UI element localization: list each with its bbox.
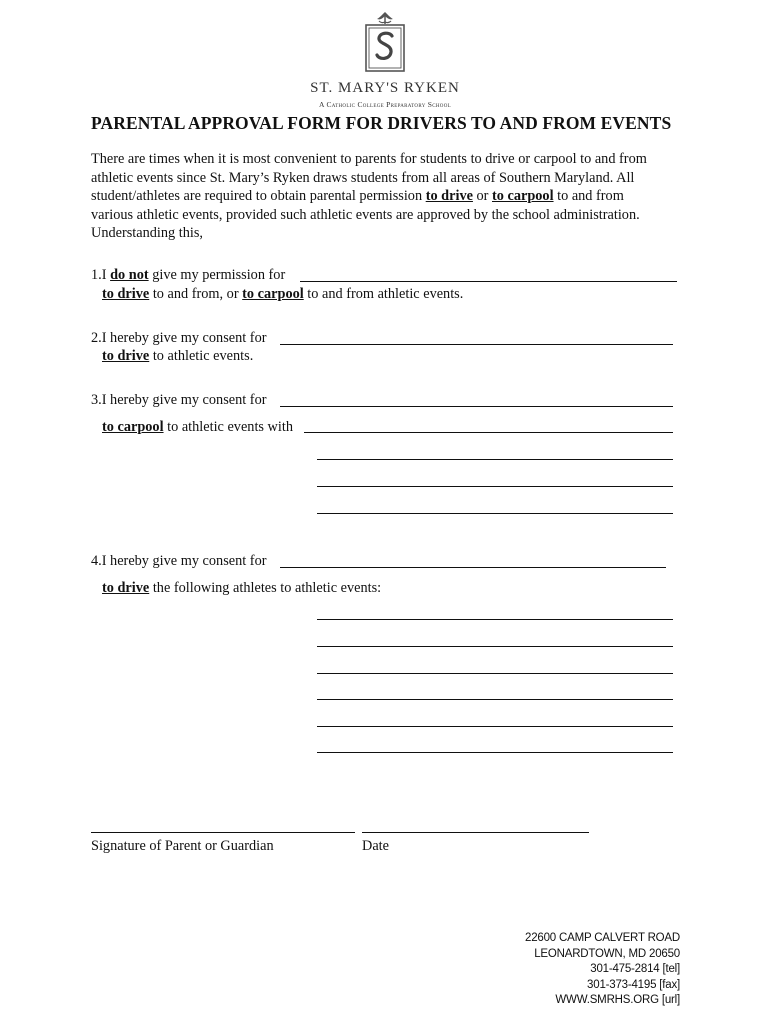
item-2-name-field[interactable] [280, 344, 673, 345]
to-carpool-emphasis: to carpool [492, 188, 554, 204]
athlete-name-field[interactable] [317, 726, 673, 727]
carpool-with-field[interactable] [304, 432, 673, 433]
intro-line: student/athletes are required to obtain parental permission to drive or to carpool to and from [91, 188, 624, 204]
carpool-with-field[interactable] [317, 486, 673, 487]
school-address [525, 931, 680, 1009]
intro-line: Understanding this, [91, 225, 203, 241]
intro-line: There are times when it is most convenient to parents for students to drive or carpool to and from [91, 151, 647, 167]
signature-label: Signature of Parent or Guardian [91, 838, 274, 854]
crest-icon [361, 10, 409, 76]
intro-paragraph [91, 150, 691, 243]
item-1-name-field[interactable] [300, 281, 677, 282]
form-title: PARENTAL APPROVAL FORM FOR DRIVERS TO AND FROM EVENTS [91, 113, 672, 133]
item-4-line-1: 4.I hereby give my consent for [91, 553, 267, 569]
to-drive-emphasis: to drive [425, 188, 473, 204]
athlete-name-field[interactable] [317, 673, 673, 674]
date-field[interactable] [362, 832, 589, 833]
item-4-name-field[interactable] [280, 567, 666, 568]
address-url: WWW.SMRHS.ORG [url] [555, 994, 680, 1006]
athlete-name-field[interactable] [317, 752, 673, 753]
intro-line: various athletic events, provided such athletic events are approved by the school administration. [91, 206, 640, 223]
address-fax: 301-373-4195 [fax] [587, 978, 680, 991]
athlete-name-field[interactable] [317, 646, 673, 647]
intro-line: athletic events since St. Mary’s Ryken draws students from all areas of Southern Maryland. All [91, 169, 635, 186]
item-4-line-2: to drive the following athletes to athletic events: [102, 580, 382, 596]
item-2-line-2: to drive to athletic events. [102, 348, 254, 364]
item-3-line-2: to carpool to athletic events with [102, 419, 293, 435]
athlete-name-field[interactable] [317, 699, 673, 700]
address-tel: 301-475-2814 [tel] [590, 963, 680, 975]
item-3-name-field[interactable] [280, 406, 673, 407]
item-2-line-1: 2.I hereby give my consent for [91, 330, 267, 346]
athlete-name-field[interactable] [317, 619, 673, 620]
date-label: Date [362, 838, 389, 854]
signature-field[interactable] [91, 832, 355, 833]
address-city: LEONARDTOWN, MD 20650 [534, 947, 680, 960]
address-street: 22600 CAMP CALVERT ROAD [525, 932, 680, 944]
school-name: ST. MARY'S RYKEN [310, 80, 460, 96]
item-1-line-1: 1.I do not give my permission for [91, 267, 286, 283]
carpool-with-field[interactable] [317, 513, 673, 514]
item-1-line-2: to drive to and from, or to carpool to and from athletic events. [102, 286, 464, 302]
item-3-line-1: 3.I hereby give my consent for [91, 392, 267, 408]
school-tagline: A Catholic College Preparatory School [319, 100, 451, 109]
carpool-with-field[interactable] [317, 459, 673, 460]
do-not-emphasis: do not [110, 267, 149, 283]
school-logo [0, 10, 770, 109]
